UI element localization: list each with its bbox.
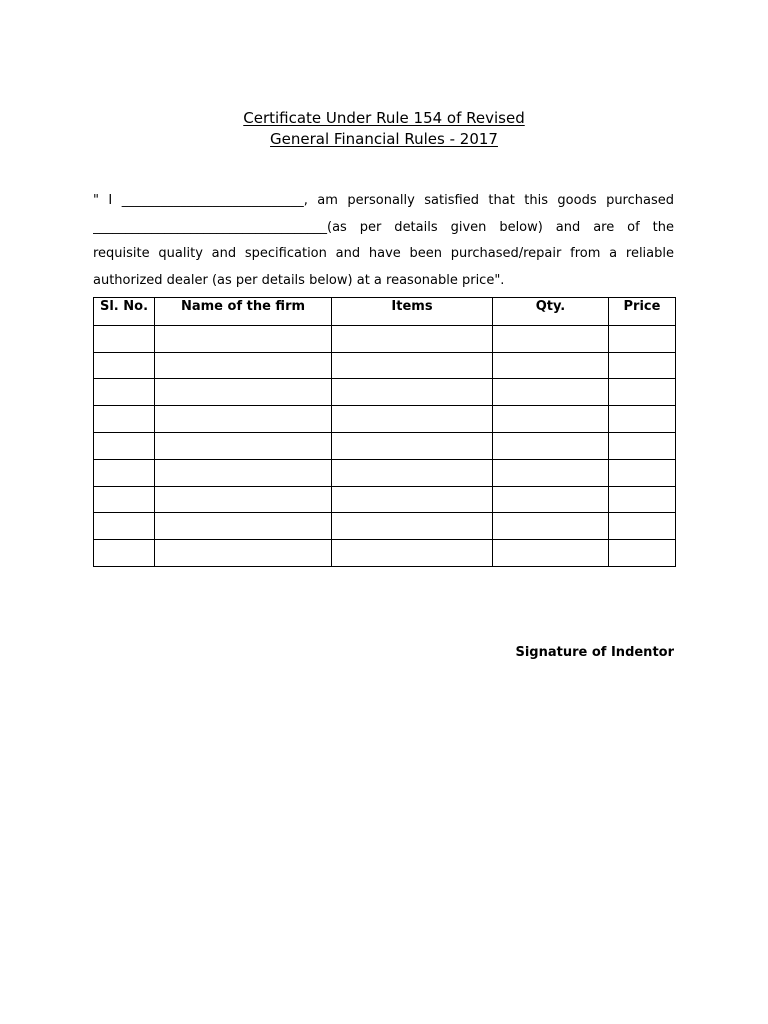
table-row [94, 379, 676, 406]
cell-price [609, 352, 676, 379]
cell-items [332, 406, 493, 433]
cell-firm-name [155, 379, 332, 406]
cell-price [609, 540, 676, 567]
table-row [94, 540, 676, 567]
cell-qty [493, 540, 609, 567]
cell-price [609, 325, 676, 352]
header-sl-no: Sl. No. [94, 298, 155, 326]
cell-sl-no [94, 352, 155, 379]
cell-sl-no [94, 432, 155, 459]
table-row [94, 325, 676, 352]
cell-sl-no [94, 406, 155, 433]
cell-price [609, 486, 676, 513]
cell-items [332, 352, 493, 379]
table-row [94, 352, 676, 379]
cell-firm-name [155, 352, 332, 379]
cell-firm-name [155, 486, 332, 513]
cell-qty [493, 379, 609, 406]
table-row [94, 513, 676, 540]
table-row [94, 486, 676, 513]
cell-items [332, 540, 493, 567]
header-qty: Qty. [493, 298, 609, 326]
cell-firm-name [155, 325, 332, 352]
cell-qty [493, 486, 609, 513]
header-items: Items [332, 298, 493, 326]
cell-firm-name [155, 459, 332, 486]
cell-sl-no [94, 540, 155, 567]
header-firm-name: Name of the firm [155, 298, 332, 326]
cell-sl-no [94, 513, 155, 540]
cell-sl-no [94, 486, 155, 513]
document-title [0, 108, 768, 150]
paragraph-line-3: requisite quality and specification and have been purchased/repair from a reliable [93, 246, 674, 261]
cell-firm-name [155, 406, 332, 433]
cell-qty [493, 513, 609, 540]
table-header-row [94, 298, 676, 326]
cell-qty [493, 406, 609, 433]
cell-items [332, 432, 493, 459]
cell-sl-no [94, 459, 155, 486]
cell-sl-no [94, 379, 155, 406]
cell-items [332, 379, 493, 406]
cell-qty [493, 352, 609, 379]
cell-price [609, 406, 676, 433]
header-price: Price [609, 298, 676, 326]
cell-qty [493, 325, 609, 352]
title-line-1: Certificate Under Rule 154 of Revised [243, 109, 525, 127]
cell-price [609, 513, 676, 540]
cell-qty [493, 459, 609, 486]
cell-items [332, 513, 493, 540]
declaration-paragraph [93, 188, 674, 294]
cell-firm-name [155, 540, 332, 567]
paragraph-line-4: authorized dealer (as per details below) at a reasonable price". [93, 272, 505, 288]
table-row [94, 406, 676, 433]
cell-price [609, 432, 676, 459]
signature-label: Signature of Indentor [515, 645, 674, 660]
cell-firm-name [155, 513, 332, 540]
cell-qty [493, 432, 609, 459]
title-line-2: General Financial Rules - 2017 [270, 130, 498, 148]
cell-sl-no [94, 325, 155, 352]
cell-firm-name [155, 432, 332, 459]
paragraph-line-1: " I ____________________________, am personally satisfied that this goods purchased [93, 193, 674, 208]
cell-items [332, 459, 493, 486]
cell-price [609, 459, 676, 486]
table-row [94, 432, 676, 459]
table-body [94, 325, 676, 566]
items-table [93, 297, 676, 567]
cell-items [332, 486, 493, 513]
paragraph-line-2: ____________________________________(as per details given below) and are of the [93, 219, 674, 235]
cell-items [332, 325, 493, 352]
table-row [94, 459, 676, 486]
cell-price [609, 379, 676, 406]
